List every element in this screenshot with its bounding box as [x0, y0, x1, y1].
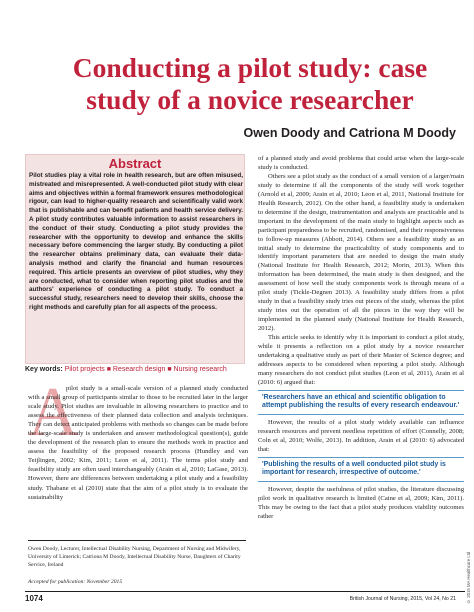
body-text-left	[28, 374, 248, 502]
keywords-items: Pilot projects ■ Research design ■ Nursing research	[64, 366, 227, 373]
article-authors: Owen Doody and Catriona M Doody	[243, 126, 456, 140]
footer-rule	[25, 591, 465, 592]
keywords	[25, 366, 245, 373]
affiliation-rule	[28, 540, 246, 541]
abstract-heading: Abstract	[108, 156, 162, 171]
paragraph-4: However, the results of a pilot study widely available can influence research resources and prevent needless repetition of effort (Connelly, 2008; Coln et al, 2010; Wolfe, 2013). In addition, Arain et al (2010: 6) advocated that:	[258, 418, 464, 453]
article-title: Conducting a pilot study: case study of a novice researcher	[72, 52, 428, 115]
pull-quote-1: 'Researchers have an ethical and scientific obligation to attempt publishing the results of every research endeavour.'	[258, 390, 464, 415]
pull-quote-2: 'Publishing the results of a well conducted pilot study is important for research, irrespective of outcome.'	[258, 457, 464, 482]
journal-citation: British Journal of Nursing, 2015, Vol 24, No 21	[349, 596, 456, 602]
author-affiliation: Owen Doody, Lecturer, Intellectual Disability Nursing, Department of Nursing and Midwifery, University of Limerick; Catriona M Doody, Intellectual Disability Nurse, Daughters of Charity Service, Ireland	[28, 546, 241, 568]
paragraph-2: Others see a pilot study as the conduct of a small version of a larger/main study to determine if all the components of the study will work together (Arnold et al, 2009; Arain et al, 2010; Leon et al, 2011, National Institute for Health Research, 2012). On the other hand, a feasibility study is undertaken to determine if the design, instrumentation and analysis are practicable and is important in the development of the main study to highlight aspects such as participant preparedness to be recruited, randomised, and their responsiveness to follow-up measures (Abbott, 2014). Others see a feasibility study as an initial study to determine the practicability of study components and to identify important parameters that are needed to design the main study (National Institute for Health Research, 2012; Morin, 2013). When this information has been determined, the main study is then designed, and the assessment of how well the study components work is through means of a pilot study (Tickle-Degnen 2013). A feasibility study differs from a pilot study in that a feasibility study tries out pieces of the study, whereas the pilot study tries out the operation of all the pieces in the way they will be implemented in the planned study (National Institute for Health Research, 2012).	[258, 172, 464, 333]
body-text-right	[258, 155, 464, 522]
drop-cap: A	[28, 374, 79, 451]
keywords-label: Key words:	[25, 366, 63, 373]
body-left-text: pilot study is a small-scale version of a planned study conducted with a small group of participants similar to those to be recruited later in the larger scale study. Pilot studies are invaluable in allowing researchers to practice and to assess the effectiveness of their planned data collection and analysis techniques. They can detect anticipated problems with methods so changes can be made before the large-scale study is undertaken and answer methodological question(s), guide the development of the research plan to ensure the methods work in practice and assess the feasibility of the proposed research process (Hundley and van Teijlingen, 2002; Kim, 2011; Leon et al, 2011). The terms pilot study and feasibility study are often used interchangeably (Arain et al, 2010; LaGase, 2013). However, there are differences between undertaking a pilot study and a feasibility study. Thabane et al (2010) state that the aim of a pilot study is to evaluate the sustainability	[28, 385, 248, 501]
paragraph-3: This article seeks to identify why it is important to conduct a pilot study, while it presents a reflection on a pilot study by a novice researcher undertaking a qualitative study as part of their Master of Science degree; and addresses aspects to be considered when reporting a pilot study. Although many researchers do not conduct pilot studies (Leon et al, 2011), Arain et al (2010: 6) argued that:	[258, 334, 464, 386]
accepted-date: Accepted for publication: November 2015	[28, 579, 123, 585]
copyright-notice: © 2015 MA Healthcare Ltd	[466, 551, 471, 604]
abstract-text: Pilot studies play a vital role in health research, but are often misused, mistreated and misrepresented. A well-conducted pilot study with clear aims and objectives within a formal framework ensures methodological rigour, can lead to higher-quality research and scientifically valid work that is publishable and can benefit patients and health service delivery. A pilot study contributes valuable information to assist researchers in the conduct of their study. Conducting a pilot study provides the researcher with the opportunity to develop and enhance the skills necessary before commencing the larger study. By conducting a pilot the researcher obtains preliminary data, can evaluate their data-analysis method and clarify the financial and human resources required. This article presents an overview of pilot studies, why they are conducted, what to consider when reporting pilot studies and the authors' experience of conducting a pilot study. To conduct a successful study, researchers need to develop their skills, choose the right methods and carefully plan for all aspects of the process.	[29, 172, 243, 311]
page-number: 1074	[25, 594, 43, 603]
paragraph-5: However, despite the usefulness of pilot studies, the literature discussing pilot work in qualitative research is limited (Caine et al, 2009; Kim, 2011). This may be owing to the fact that a pilot study produces viability outcomes rather	[258, 485, 464, 520]
top-margin	[0, 0, 474, 18]
paragraph-1: of a planned study and avoid problems that could arise when the large-scale study is conducted.	[258, 155, 464, 171]
